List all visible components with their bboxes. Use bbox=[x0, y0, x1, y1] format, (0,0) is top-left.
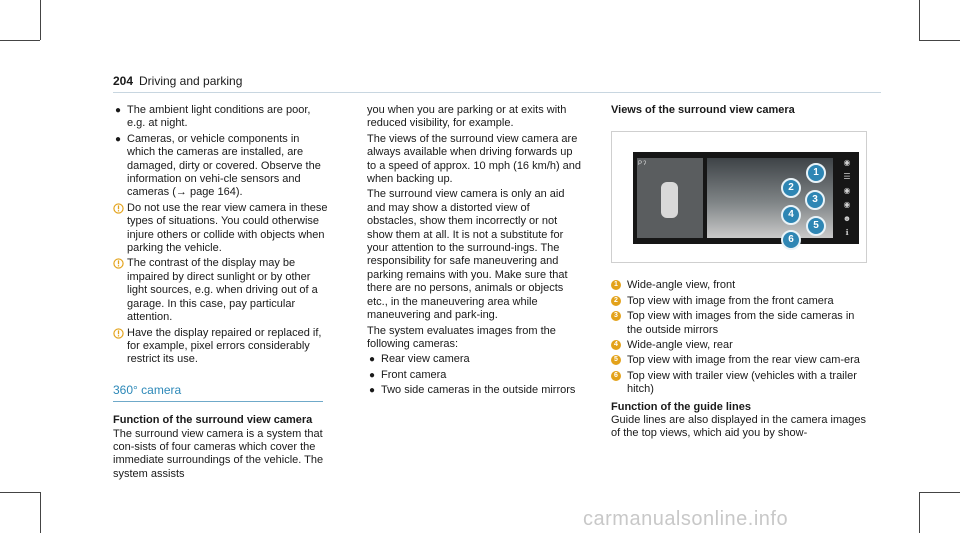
column-middle bbox=[367, 104, 582, 400]
legend-item: 2 Top view with image from the front camera bbox=[611, 295, 866, 308]
crop-mark bbox=[40, 492, 41, 533]
list-item: ● The ambient light conditions are poor, e.g. at night. bbox=[115, 104, 311, 130]
park-tag: P ʔ bbox=[638, 161, 647, 168]
list-item: ● Rear view camera bbox=[369, 353, 470, 366]
info-icon: ℹ bbox=[845, 228, 849, 238]
watermark: carmanualsonline.info bbox=[583, 508, 789, 530]
number-badge: 4 bbox=[611, 340, 621, 350]
crop-mark bbox=[919, 40, 960, 41]
column-left bbox=[113, 104, 328, 483]
legend-item: 5 Top view with image from the rear view cam-era bbox=[611, 354, 866, 367]
number-badge: 1 bbox=[611, 280, 621, 290]
callout-badge: 3 bbox=[805, 190, 825, 210]
column-right bbox=[611, 104, 866, 443]
legend-item: 4 Wide-angle view, rear bbox=[611, 339, 866, 352]
car-icon bbox=[661, 182, 678, 218]
crop-mark bbox=[40, 0, 41, 40]
legend-item: 3 Top view with images from the side cameras in the outside mirrors bbox=[611, 310, 866, 337]
number-badge: 6 bbox=[611, 371, 621, 381]
crop-mark bbox=[919, 492, 960, 493]
note-icon bbox=[113, 203, 124, 214]
camera-screen bbox=[633, 152, 859, 244]
subheading: Function of the surround view camera bbox=[113, 414, 313, 427]
callout-badge: 4 bbox=[781, 205, 801, 225]
list-item: ● Front camera bbox=[369, 368, 447, 381]
bullet-icon: ● bbox=[369, 354, 376, 366]
paragraph: you when you are parking or at exits with reduced visibility, for example. bbox=[367, 104, 567, 130]
paragraph: The system evaluates images from the following cameras: bbox=[367, 324, 556, 350]
bullet-icon: ● bbox=[369, 369, 376, 381]
bullet-icon: ● bbox=[369, 385, 376, 397]
running-header: Driving and parking bbox=[139, 74, 243, 88]
crop-mark bbox=[919, 0, 920, 40]
top-view-panel bbox=[637, 158, 703, 238]
note-item: The contrast of the display may be impaired by direct sunlight or by other light sources, e.g. when driving out of a garage. In this case, pay particular attention. bbox=[113, 257, 328, 324]
camera-icon: ◉ bbox=[843, 158, 851, 168]
paragraph: The surround view camera is a system that con-sists of four cameras which cover the immediate surroundings of the vehicle. The system assists bbox=[113, 427, 324, 480]
note-icon bbox=[113, 328, 124, 339]
crop-mark bbox=[0, 492, 40, 493]
subheading: Function of the guide lines bbox=[611, 400, 751, 413]
bullet-icon: ● bbox=[115, 105, 122, 116]
sensor-icon: ☰ bbox=[843, 172, 851, 182]
camera-icon: ◉ bbox=[843, 200, 851, 210]
note-item: Have the display repaired or replaced if, for example, pixel errors considerably restrict its use. bbox=[113, 327, 328, 367]
callout-badge: 5 bbox=[806, 216, 826, 236]
list-item: ● Cameras, or vehicle components in which the cameras are installed, are damaged, dirty or covered. Observe the information on vehi-cle sensors and cameras (→ page 164). bbox=[115, 132, 321, 199]
legend-item: 1 Wide-angle view, front bbox=[611, 279, 866, 292]
number-badge: 5 bbox=[611, 355, 621, 365]
legend-item: 6 Top view with trailer view (vehicles with a trailer hitch) bbox=[611, 370, 866, 397]
callout-badge: 1 bbox=[806, 163, 826, 183]
callout-badge: 6 bbox=[781, 230, 801, 250]
camera-icon: ◉ bbox=[843, 186, 851, 196]
crop-mark bbox=[0, 40, 40, 41]
section-divider bbox=[113, 401, 323, 402]
paragraph: The surround view camera is only an aid and may show a distorted view of obstacles, show them incorrectly or not show them at all. It is not a substitute for your attention to the surround-ings. The responsibility for safe maneuvering and parking remains with you. Make sure that there are no persons, animals or objects etc., in the maneuvering area while maneuvering and park-ing. bbox=[367, 188, 568, 322]
section-heading: 360° camera bbox=[113, 382, 182, 397]
person-icon: ☻ bbox=[842, 214, 852, 224]
camera-figure bbox=[611, 131, 867, 263]
figure-title: Views of the surround view camera bbox=[611, 104, 795, 116]
bullet-icon: ● bbox=[115, 133, 122, 145]
note-item: Do not use the rear view camera in these types of situations. You could otherwise injure others or collide with objects when parking the vehicle. bbox=[113, 202, 328, 256]
crop-mark bbox=[919, 492, 920, 533]
note-icon bbox=[113, 258, 124, 269]
number-badge: 3 bbox=[611, 311, 621, 321]
list-item: ● Two side cameras in the outside mirrors bbox=[369, 384, 576, 397]
paragraph: The views of the surround view camera are always available when driving forwards up to a speed of approx. 10 mph (16 km/h) and when backing up. bbox=[367, 132, 582, 186]
page-number: 204 bbox=[113, 74, 134, 88]
callout-badge: 2 bbox=[781, 178, 801, 198]
screen-sidebar bbox=[838, 156, 856, 240]
paragraph: Guide lines are also displayed in the camera images of the top views, which aid you by show- bbox=[611, 414, 866, 440]
header-divider bbox=[113, 92, 881, 93]
number-badge: 2 bbox=[611, 296, 621, 306]
